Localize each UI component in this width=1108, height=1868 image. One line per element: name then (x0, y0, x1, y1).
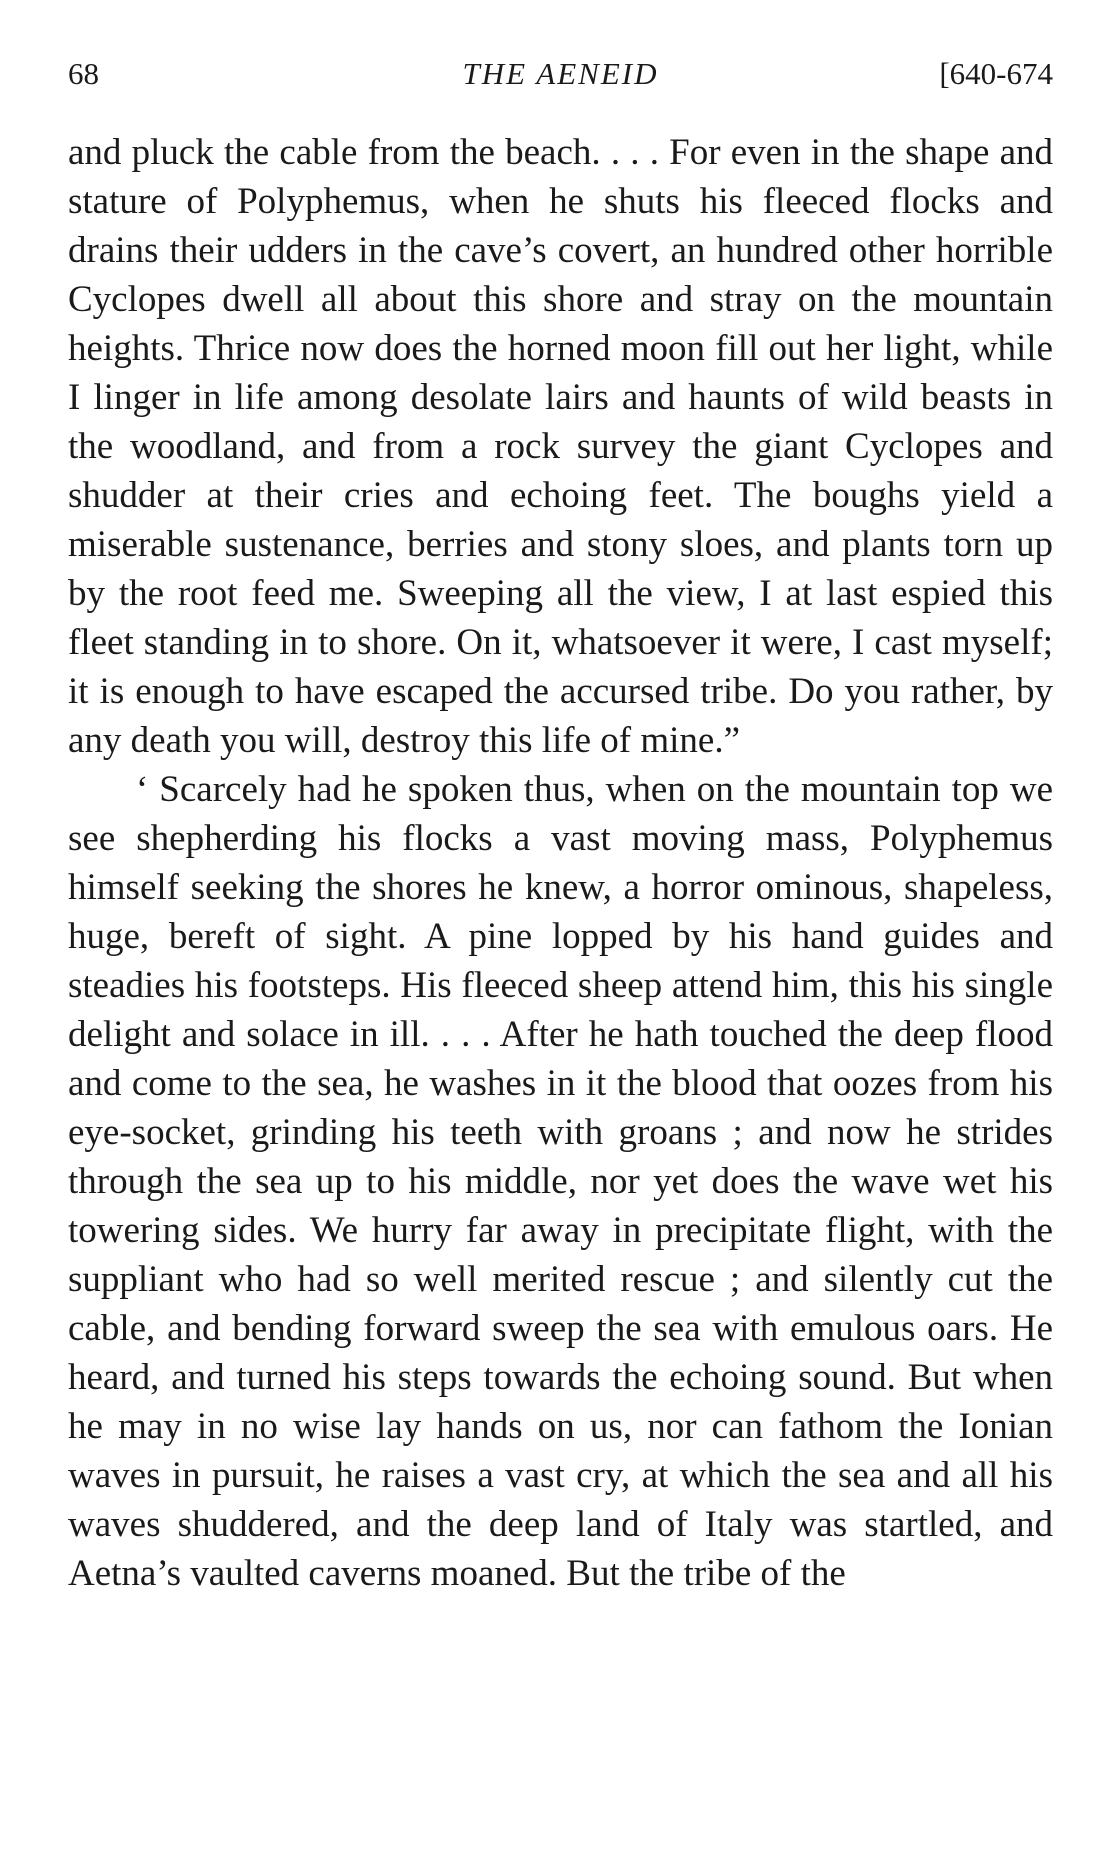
body-text (68, 128, 1053, 1598)
paragraph-polyphemus: ‘ Scarcely had he spoken thus, when on the mountain top we see shepherding his flocks a vast moving mass, Polyphemus himself seeking the shores he knew, a horror ominous, shapeless, huge, bereft of sight. A pine lopped by his hand guides and steadies his footsteps. His fleeced sheep attend him, this his single delight and solace in ill. . . . After he hath touched the deep flood and come to the sea, he washes in it the blood that oozes from his eye-socket, grinding his teeth with groans ; and now he strides through the sea up to his middle, nor yet does the wave wet his towering sides. We hurry far away in precipitate flight, with the suppliant who had so well merited rescue ; and silently cut the cable, and bending forward sweep the sea with emulous oars. He heard, and turned his steps towards the echoing sound. But when he may in no wise lay hands on us, nor can fathom the Ionian waves in pursuit, he raises a vast cry, at which the sea and all his waves shuddered, and the deep land of Italy was startled, and Aetna’s vaulted caverns moaned. But the tribe of the (68, 769, 1053, 1594)
paragraph-continued: and pluck the cable from the beach. . . . For even in the shape and stature of Polyphemus, when he shuts his fleeced flocks and drains their udders in the cave’s covert, an hundred other horrible Cyclopes dwell all about this shore and stray on the mountain heights. Thrice now does the horned moon fill out her light, while I linger in life among desolate lairs and haunts of wild beasts in the woodland, and from a rock survey the giant Cyclopes and shudder at their cries and echoing feet. The boughs yield a miserable sustenance, berries and stony sloes, and plants torn up by the root feed me. Sweeping all the view, I at last espied this fleet standing in to shore. On it, whatsoever it were, I cast myself; it is enough to have escaped the accursed tribe. Do you rather, by any death you will, destroy this life of mine.” (68, 132, 1053, 761)
running-head (68, 52, 1053, 102)
page-number: 68 (68, 56, 99, 91)
book-title: THE AENEID (462, 56, 659, 91)
line-range: [640-674 (939, 56, 1053, 91)
